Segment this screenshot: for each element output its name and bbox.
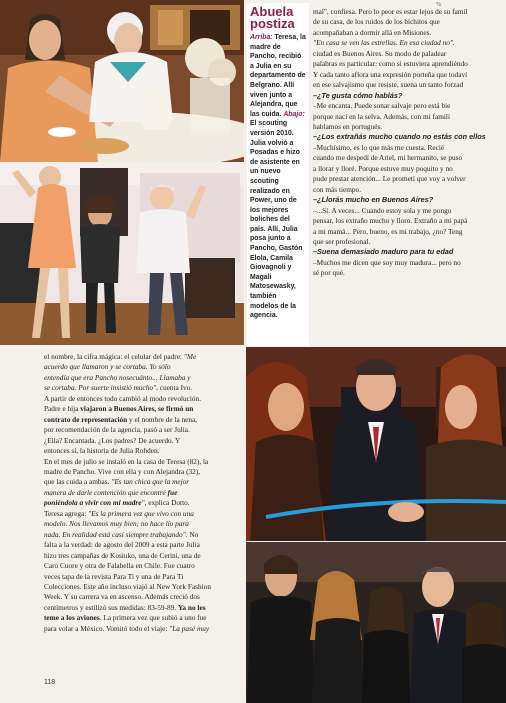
text-line (44, 498, 242, 508)
text-segment: contrato de representación (44, 414, 128, 424)
text-segment: hablamos en portugués. (313, 121, 383, 131)
text-segment: palabras es particular: como si estuviera aprendiéndo (313, 59, 468, 69)
text-segment: Teresa agrega: (44, 508, 89, 518)
text-line (44, 425, 242, 435)
text-segment: manera de darle contención que encontré (44, 487, 168, 497)
text-line (44, 415, 242, 425)
text-line (44, 446, 242, 456)
text-segment: para volar a México. Vomitó todo el viaje: (44, 623, 170, 633)
text-line (44, 404, 242, 414)
text-line (313, 91, 506, 101)
caption-heading-line2: postiza (250, 16, 295, 31)
text-segment: A partir de entonces todo cambió al modo revolución. (44, 393, 202, 403)
text-segment: se cortaba. Por suerte insistió mucho" (44, 383, 157, 393)
text-line (313, 101, 506, 111)
caption-box (247, 3, 309, 346)
text-line (313, 17, 506, 27)
text-segment: y el nombre de la nena, (127, 414, 198, 424)
text-segment: centímetros y estilizó sus medidas: 83-59-89. (44, 602, 178, 612)
text-segment: "Es tan chica que la mejor (111, 477, 190, 487)
text-segment: "Es la primera vez que vivo con una (88, 508, 194, 518)
text-segment: entonces sí, la historia de Julia Rohden. (44, 446, 160, 456)
text-segment: falta a la verdad: de agosto del 2009 a esta parte Julia (44, 540, 200, 550)
text-line (313, 122, 506, 132)
text-segment: madre de Pancho. Vive con ella y con Alejandra (32), (44, 466, 201, 476)
caption-text (250, 33, 306, 321)
text-line (313, 174, 506, 184)
text-segment: por recomendación de la agencia, pasó a ser Julia. (44, 425, 190, 435)
text-line (313, 132, 506, 142)
text-segment: "Me (183, 352, 197, 361)
text-segment: –Muchos me dicen que soy muy madura... pero no (313, 257, 461, 267)
text-segment: Caro Cuore y otra de Falabella en Chile. Fue cuatro (44, 561, 195, 571)
text-segment: acuerdo que llamaron y se cortaba. Yo sólo (44, 362, 171, 372)
text-line (313, 195, 506, 205)
text-segment: –Suena demasiado maduro para tu edad (313, 247, 454, 257)
text-segment: –Me encanta. Puede sonar salvaje pero está bie (313, 101, 451, 111)
text-line (44, 436, 242, 446)
text-line (313, 185, 506, 195)
text-segment: , cuenta Ivo. (156, 383, 193, 393)
text-segment: el nombre, la cifra mágica: el celular del padre: (44, 352, 184, 361)
caption-heading (250, 6, 306, 30)
text-segment: hizo tres campañas de Kosiuko, una de Cerini, una de (44, 550, 201, 560)
text-segment: nada. En realidad está casi siempre trabajando" (44, 529, 186, 539)
text-line (313, 112, 506, 122)
text-segment: Colecciones. Este año incluso viajó al New York Fashion (44, 581, 211, 591)
text-line (313, 59, 506, 69)
text-segment: pensar, los extraño mucho y lloro. Extraño a mi papá (313, 216, 468, 226)
text-line (44, 477, 242, 487)
text-segment: Y cada tanto aflora una expresión porteña que todaví (313, 69, 468, 79)
text-segment: fue (167, 487, 178, 497)
caption-body-abajo: El scouting versión 2010. Julia volvió a Posadas e hizo de asistente en un nuevo scouting realizado en Power, uno de los mejores boliches del país. Allí, Julia posa junto a Pancho, Gastón Elola, Camila Giovagnoli y Magali Matosewasky, también modelos de la agencia. (250, 120, 303, 320)
text-line (313, 247, 506, 257)
text-line (313, 153, 506, 163)
text-line (44, 540, 242, 550)
text-segment: teme a los aviones (44, 613, 100, 623)
corner-mark: % (436, 2, 441, 8)
text-line (313, 216, 506, 226)
text-line (313, 28, 506, 38)
text-segment: acompañaban a dormir allá en Misiones. (313, 27, 432, 37)
text-segment: de su casa, de los ruidos de los bichitos que (313, 17, 440, 27)
text-segment: Padre e hija (44, 404, 81, 414)
text-segment: pude prestar atención... Le prometí que voy a volver (313, 174, 466, 184)
text-line (44, 457, 242, 467)
text-segment: con más tiempo. (313, 184, 362, 194)
text-line (44, 519, 242, 529)
text-line (44, 551, 242, 561)
text-segment: a mi mamá... Pero, bueno, es mi trabajo, ¿no? Teng (313, 226, 463, 236)
photo-dance-scene (0, 163, 244, 345)
article-column-left (44, 352, 242, 634)
caption-body-arriba: Teresa, la madre de Pancho, recibió a Julia en su departamento de Belgrano. Allí viven junto a Alejandra, que las cuida. (250, 34, 306, 118)
text-segment: –Muchísimo, es lo que más me cuesta. Recié (313, 142, 445, 152)
text-segment: a llorar y lloré. Porque estuve muy poquito y no (313, 163, 453, 173)
text-segment: poniéndola a vivir con mi madre (44, 498, 142, 508)
text-line (44, 488, 242, 498)
text-segment: "La pasé muy (169, 623, 210, 633)
text-line (44, 530, 242, 540)
text-segment: –¿Llorás mucho en Buenos Aires? (313, 195, 434, 205)
text-line (313, 268, 506, 278)
text-segment: cuando me despedí de Ariel, mi hermanito, se puso (313, 153, 463, 163)
text-segment: modelo. Nos llevamos muy bien; no hace lío para (44, 519, 189, 529)
text-segment: que las cuida a ambas. (44, 477, 112, 487)
caption-label-abajo: Abajo: (283, 110, 305, 118)
text-segment: que ser profesional. (313, 236, 371, 246)
caption-label-arriba: Arriba: (250, 34, 273, 41)
text-line (44, 509, 242, 519)
text-line (313, 237, 506, 247)
text-line (313, 7, 506, 17)
text-line (313, 258, 506, 268)
text-segment: entendía que era Pancho nosecuánto... Llamaba y (44, 372, 191, 382)
text-line (313, 227, 506, 237)
text-segment: –...Sí. A veces... Cuando estoy sola y me pongo (313, 205, 452, 215)
text-line (313, 49, 506, 59)
text-segment: . La primera vez que subió a uno fue (99, 613, 207, 623)
text-segment: mal", confiesa. Pero lo peor es estar lejos de su famil (313, 7, 468, 16)
text-line (313, 38, 506, 48)
text-line (44, 394, 242, 404)
text-line (313, 206, 506, 216)
text-line (313, 164, 506, 174)
text-line (44, 582, 242, 592)
text-segment: ciudad es Buenos Aires. Su modo de paladear (313, 48, 447, 58)
text-segment: en ese salvajismo que resiste, suena un tanto forzad (313, 80, 464, 90)
text-line (44, 572, 242, 582)
text-line (44, 362, 242, 372)
text-line (44, 624, 242, 634)
text-segment: porque nací en la selva. Además, con mi famili (313, 111, 450, 121)
text-segment: sé por qué. (313, 268, 345, 278)
article-column-right (313, 7, 506, 279)
text-line (44, 603, 242, 613)
text-segment: viajaron a Buenos Aires, se firmó un (80, 404, 194, 414)
text-segment: En el mes de julio se instaló en la casa de Teresa (82), la (44, 456, 209, 466)
text-line (44, 613, 242, 623)
text-segment: ¿Ella? Encantada. ¿Los padres? De acuerdo. Y (44, 435, 181, 445)
text-segment: –¿Te gusta cómo hablás? (313, 90, 403, 100)
text-segment: " (141, 498, 145, 508)
text-segment: . No (185, 529, 199, 539)
text-line (44, 561, 242, 571)
text-line (313, 80, 506, 90)
text-segment: –¿Los extrañás mucho cuando no estás con ellos (313, 132, 486, 142)
text-line (44, 373, 242, 383)
text-segment: "En casa se ven las estrellas. En esa ciudad no". (313, 38, 455, 48)
photo-tea-scene (0, 0, 244, 162)
text-line (44, 352, 242, 362)
text-segment: veces tapa de la revista Para Ti y una de Para Ti (44, 571, 184, 581)
text-line (44, 592, 242, 602)
photo-group (246, 542, 506, 703)
text-line (313, 143, 506, 153)
caption-heading-line1: Abuela (250, 4, 294, 19)
text-line (44, 467, 242, 477)
text-segment: , explica Dotto. (144, 498, 190, 508)
text-line (313, 70, 506, 80)
text-segment: Ya no les (177, 602, 206, 612)
photo-ribbon-cutting (246, 347, 506, 541)
page-number: 118 (44, 679, 56, 686)
text-segment: Week. Y su carrera va en ascenso. Además creció dos (44, 592, 200, 602)
text-line (44, 383, 242, 393)
